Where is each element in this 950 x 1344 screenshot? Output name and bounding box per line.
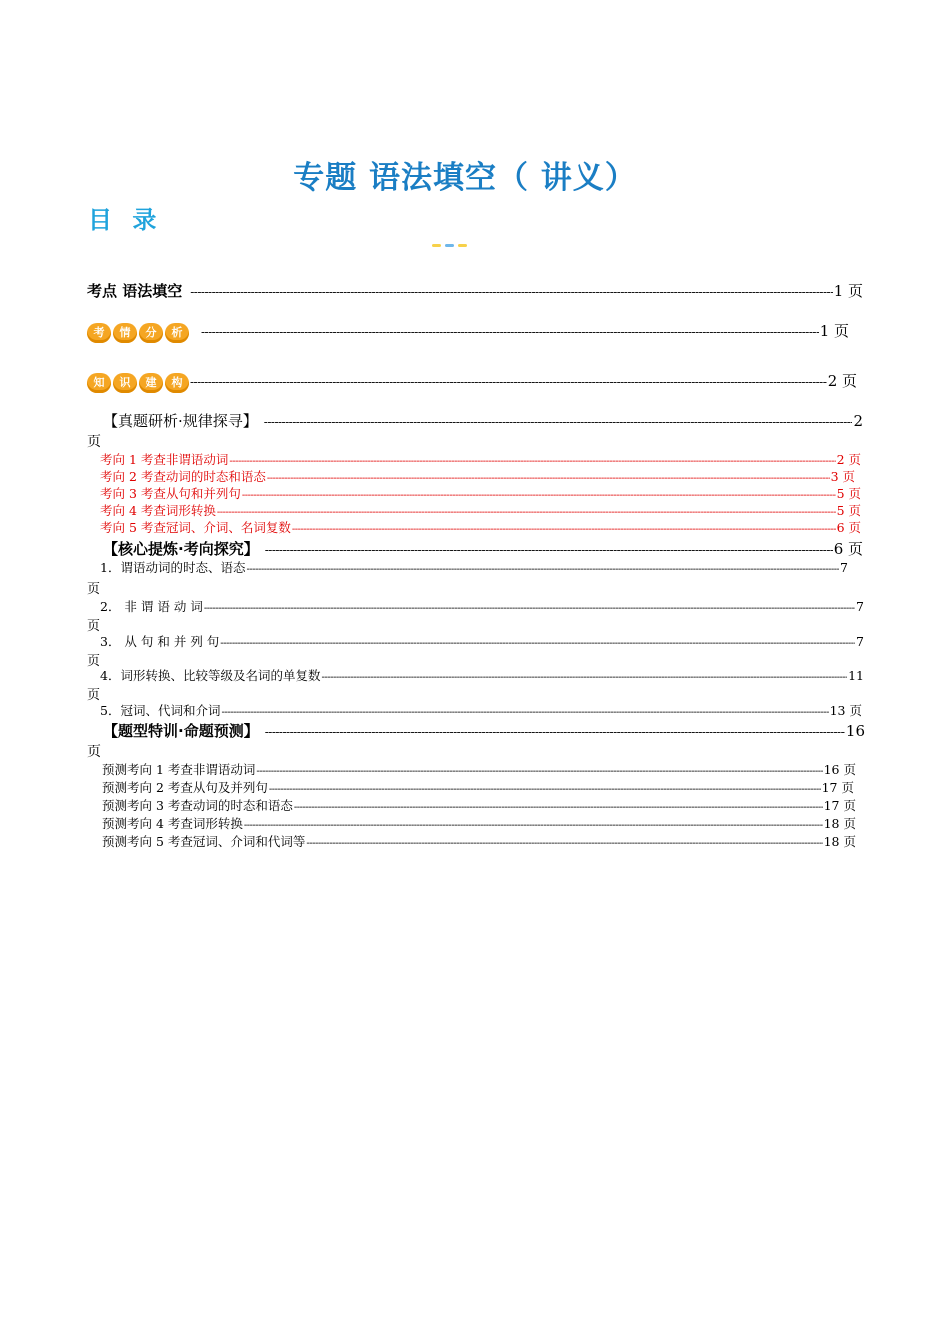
deco-dash-3: [458, 244, 467, 247]
toc-page: 17 页: [821, 780, 854, 795]
kaoqing-badge: [87, 323, 189, 343]
toc-label: 考向 5 考查冠词、介词、名词复数: [100, 520, 291, 535]
toc-label: 考向 1 考查非谓语动词: [100, 452, 229, 467]
toc-leader: [265, 725, 845, 739]
toc-entry-zhishi[interactable]: [87, 370, 857, 393]
document-title: 专题 语法填空（ 讲义）: [293, 160, 637, 196]
toc-page-wrap: 页: [87, 434, 101, 450]
toc-label: 1．谓语动词的时态、语态: [100, 560, 246, 575]
toc-leader: [190, 375, 827, 389]
toc-leader: [201, 325, 819, 339]
toc-entry-kaoxiang-5[interactable]: [100, 518, 861, 536]
toc-leader: [221, 707, 828, 718]
toc-label: 2． 非 谓 语 动 词: [100, 599, 203, 614]
toc-page: 7: [856, 599, 864, 614]
badge-char: 考: [87, 323, 111, 343]
toc-entry-yuce-5[interactable]: [102, 832, 856, 850]
toc-leader: [321, 672, 847, 683]
toc-page: 11: [848, 668, 864, 683]
toc-leader: [294, 802, 823, 813]
toc-page: 6 页: [836, 520, 861, 535]
toc-label: 考向 3 考查从句和并列句: [100, 486, 241, 501]
toc-leader: [242, 490, 836, 501]
toc-label: 【核心提炼·考向探究】: [103, 540, 259, 558]
toc-label: 预测考向 3 考查动词的时态和语态: [102, 798, 293, 813]
toc-page: 7: [840, 560, 848, 575]
toc-leader: [256, 766, 822, 777]
badge-char: 分: [139, 323, 163, 343]
toc-entry-hexin[interactable]: [87, 538, 863, 559]
toc-leader: [204, 603, 855, 614]
toc-leader: [267, 473, 830, 484]
toc-label: 5．冠词、代词和介词: [100, 703, 221, 718]
toc-page: 5 页: [836, 503, 861, 518]
toc-label: 考点 语法填空: [87, 282, 183, 300]
toc-heading: 目 录: [88, 206, 163, 234]
deco-dash-1: [432, 244, 441, 247]
toc-entry-yuce-1[interactable]: [102, 760, 856, 778]
toc-leader: [292, 524, 836, 535]
toc-page: 2 页: [836, 452, 861, 467]
toc-page-wrap: 页: [87, 654, 101, 669]
toc-label: 【题型特训·命题预测】: [103, 722, 259, 740]
toc-leader: [264, 415, 853, 429]
toc-label: 预测考向 1 考查非谓语动词: [102, 762, 256, 777]
toc-page: 5 页: [836, 486, 861, 501]
toc-label: 预测考向 2 考查从句及并列句: [102, 780, 268, 795]
toc-page: 7: [856, 634, 864, 649]
toc-leader: [229, 456, 835, 467]
toc-page-wrap: 页: [87, 744, 101, 760]
toc-label: 3． 从 句 和 并 列 句: [100, 634, 220, 649]
zhishi-badge: [87, 373, 189, 393]
badge-char: 识: [113, 373, 137, 393]
decorative-arrows: [432, 244, 467, 247]
toc-entry-hexin-1[interactable]: [100, 558, 848, 576]
toc-leader: [306, 838, 822, 849]
toc-entry-tixing[interactable]: [87, 720, 865, 741]
toc-page: 17 页: [823, 798, 856, 813]
toc-entry-kaoxiang-2[interactable]: [100, 467, 855, 485]
toc-page: 2: [853, 412, 863, 430]
toc-entry-kaoxiang-3[interactable]: [100, 484, 861, 502]
toc-entry-yuce-4[interactable]: [102, 814, 856, 832]
toc-label: 预测考向 5 考查冠词、介词和代词等: [102, 834, 306, 849]
toc-leader: [217, 507, 836, 518]
toc-label: 考向 2 考查动词的时态和语态: [100, 469, 266, 484]
badge-char: 知: [87, 373, 111, 393]
toc-leader: [244, 820, 823, 831]
toc-page: 13 页: [829, 703, 862, 718]
badge-char: 构: [165, 373, 189, 393]
toc-entry-kaoxiang-1[interactable]: [100, 450, 861, 468]
toc-page: 2 页: [827, 372, 857, 390]
toc-page: 16: [845, 722, 865, 740]
toc-entry-yuce-2[interactable]: [102, 778, 854, 796]
toc-entry-kaodian[interactable]: [87, 280, 863, 301]
toc-page-wrap: 页: [87, 619, 101, 634]
toc-page: 18 页: [823, 816, 856, 831]
toc-leader: [220, 638, 855, 649]
toc-page: 1 页: [819, 322, 849, 340]
toc-leader: [190, 285, 832, 299]
toc-leader: [269, 784, 821, 795]
toc-label: 4．词形转换、比较等级及名词的单复数: [100, 668, 321, 683]
toc-page: 6 页: [833, 540, 863, 558]
deco-dash-2: [445, 244, 454, 247]
toc-entry-zhenti[interactable]: [87, 410, 863, 431]
toc-page: 18 页: [823, 834, 856, 849]
badge-char: 析: [165, 323, 189, 343]
toc-page-wrap: 页: [87, 688, 101, 703]
toc-page: 16 页: [823, 762, 856, 777]
toc-entry-hexin-3[interactable]: [100, 632, 864, 650]
toc-label: 预测考向 4 考查词形转换: [102, 816, 243, 831]
toc-label: 考向 4 考查词形转换: [100, 503, 216, 518]
toc-entry-kaoxiang-4[interactable]: [100, 501, 861, 519]
toc-page-wrap: 页: [87, 582, 101, 597]
toc-entry-hexin-5[interactable]: [100, 701, 862, 719]
toc-leader: [265, 543, 833, 557]
toc-entry-yuce-3[interactable]: [102, 796, 856, 814]
toc-label: 【真题研析·规律探寻】: [103, 412, 258, 430]
toc-entry-kaoqing[interactable]: [87, 320, 849, 343]
toc-page: 1 页: [833, 282, 863, 300]
toc-entry-hexin-2[interactable]: [100, 597, 864, 615]
badge-char: 建: [139, 373, 163, 393]
toc-entry-hexin-4[interactable]: [100, 666, 864, 684]
badge-char: 情: [113, 323, 137, 343]
toc-leader: [246, 564, 839, 575]
toc-page: 3 页: [830, 469, 855, 484]
